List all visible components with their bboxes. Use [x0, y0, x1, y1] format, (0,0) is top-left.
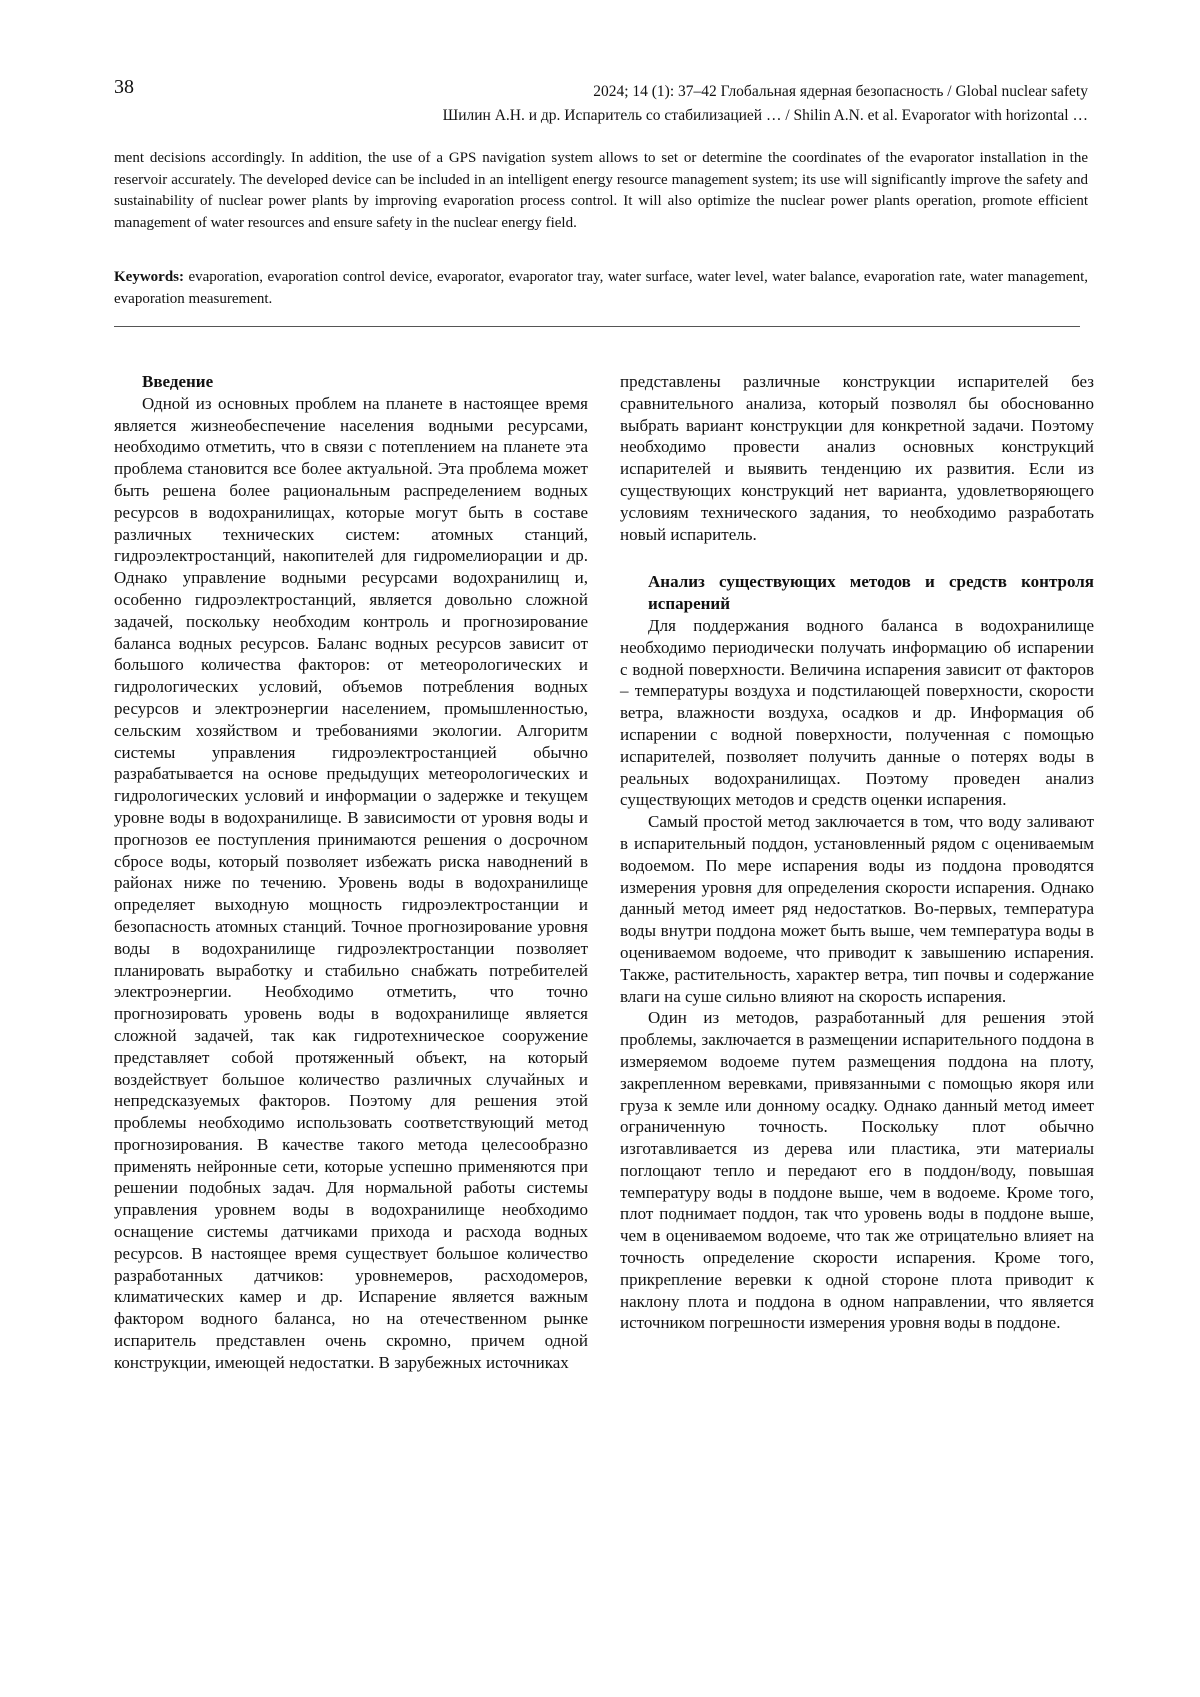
section-heading-introduction: Введение	[142, 372, 214, 391]
keywords	[114, 267, 1088, 310]
right-column	[620, 371, 1094, 1334]
analysis-paragraph-1: Для поддержания водного баланса в водохранилище необходимо периодически получать информацию об испарении с водной поверхности. Величина испарения зависит от факторов – температуры воздуха и подстилающей поверхности, скорости ветра, влажности воздуха, осадков и др. Информация об испарении с водной поверхности, полученная с помощью испарителей, позволяет получить данные о потерях воды в реальных водохранилищах. Поэтому проведен анализ существующих методов и средств оценки испарения.	[620, 615, 1094, 810]
keywords-label: Keywords:	[114, 269, 184, 285]
analysis-paragraph-3: Один из методов, разработанный для решения этой проблемы, заключается в размещении испарительного поддона в измеряемом водоеме путем размещения поддона на плоту, закрепленном веревками, привязанными с помощью якоря или груза к земле или донному осадку. Однако данный метод имеет ограниченную точность. Поскольку плот обычно изготавливается из дерева или пластика, эти материалы поглощают тепло и передают его в поддон/воду, повышая температуру воды в поддоне выше, чем в водоеме. Кроме того, плот поднимает поддон, так что уровень воды в поддоне выше, чем в оцениваемом водоеме, что так же отрицательно влияет на точность определение скорости испарения. Кроме того, прикрепление веревки к одной стороне плота приводит к наклону плота и поддона в одном направлении, что является источником погрешности измерения уровня воды в поддоне.	[620, 1008, 1094, 1333]
page-number: 38	[114, 76, 134, 98]
analysis-paragraph-2: Самый простой метод заключается в том, что воду заливают в испарительный поддон, установленный рядом с оцениваемым водоемом. По мере испарения воды из поддона проводятся измерения уровня для определения скорости испарения. Однако данный метод имеет ряд недостатков. Во-первых, температура воды внутри поддона может быть выше, чем температура воды в оцениваемом водоеме, что приводит к завышению испарения. Также, растительность, характер ветра, тип почвы и содержание влаги на суше сильно влияют на скорость испарения.	[620, 812, 1094, 1006]
intro-paragraph: Одной из основных проблем на планете в настоящее время является жизнеобеспечение населения водными ресурсами, необходимо отметить, что в связи с потеплением на планете эта проблема становится все более актуальной. Эта проблема может быть решена более рациональным распределением водных ресурсов в водохранилищах, которые могут быть в составе различных технических систем: атомных станций, гидроэлектростанций, накопителей для гидромелиорации и др. Однако управление водными ресурсами водохранилищ и, особенно гидроэлектростанций, является довольно сложной задачей, поскольку необходим контроль и прогнозирование баланса водных ресурсов. Баланс водных ресурсов зависит от большого количества факторов: от метеорологических и гидрологических условий, объемов потребления водных ресурсов и электроэнергии населением, промышленностью, сельским хозяйством и требованиями экологии. Алгоритм системы управления гидроэлектростанцией обычно разрабатывается на основе предыдущих метеорологических и гидрологических условий и информации о задержке и текущем уровне воды в водохранилище. В зависимости от уровня воды и прогнозов ее поступления принимаются решения о досрочном сбросе воды, который позволяет избежать риска наводнений в районах ниже по течению. Уровень воды в водохранилище определяет выходную мощность гидроэлектростанции и безопасность атомных станций. Точное прогнозирование уровня воды в водохранилище гидроэлектростанции позволяет планировать выработку и стабильно снабжать потребителей электроэнергии. Необходимо отметить, что точно прогнозировать уровень воды в водохранилище является сложной задачей, так как гидротехническое сооружение представляет собой протяженный объект, на который воздействует большое количество различных случайных и непредсказуемых факторов. Поэтому для решения этой проблемы необходимо использовать соответствующий метод прогнозирования. В качестве такого метода целесообразно применять нейронные сети, которые успешно применяются при решении подобных задач. Для нормальной работы системы управления уровнем воды в водохранилище необходимо оснащение системы датчиками прихода и расхода водных ресурсов. В настоящее время существует большое количество разработанных датчиков: уровнемеров, расходомеров, климатических камер и др. Испарение является важным фактором водного баланса, но на отечественном рынке испаритель представлен очень скромно, причем одной конструкции, имеющей недостатки. В зарубежных источниках	[114, 393, 588, 1372]
journal-line: 2024; 14 (1): 37–42 Глобальная ядерная безопасность / Global nuclear safety	[593, 83, 1088, 100]
section-gap	[620, 545, 1094, 571]
intro-continuation: представлены различные конструкции испарителей без сравнительного анализа, который позволял бы обоснованно выбрать вариант конструкции для конкретной задачи. Поэтому необходимо провести анализ основных конструкций испарителей и выявить тенденцию их развития. Если из существующих конструкций нет варианта, удовлетворяющего условиям технического задания, то необходимо разработать новый испаритель.	[620, 372, 1094, 544]
keywords-text: evaporation, evaporation control device, evaporator, evaporator tray, water surface, water level, water balance, evaporation rate, water management, evaporation measurement.	[114, 269, 1088, 307]
left-column	[114, 371, 588, 1374]
section-heading-analysis: Анализ существующих методов и средств контроля испарений	[648, 572, 1094, 614]
authors-line: Шилин А.Н. и др. Испаритель со стабилизацией … / Shilin A.N. et al. Evaporator with horizontal …	[442, 107, 1088, 124]
abstract-end: ment decisions accordingly. In addition, the use of a GPS navigation system allows to set or determine the coordinates of the evaporator installation in the reservoir accurately. The developed device can be included in an intelligent energy resource management system; its use will significantly improve the safety and sustainability of nuclear power plants by improving evaporation process control. It will also optimize the nuclear power plants operation, promote efficient management of water resources and ensure safety in the nuclear energy field.	[114, 150, 1088, 231]
running-header	[443, 80, 1088, 128]
divider-rule	[114, 326, 1080, 327]
